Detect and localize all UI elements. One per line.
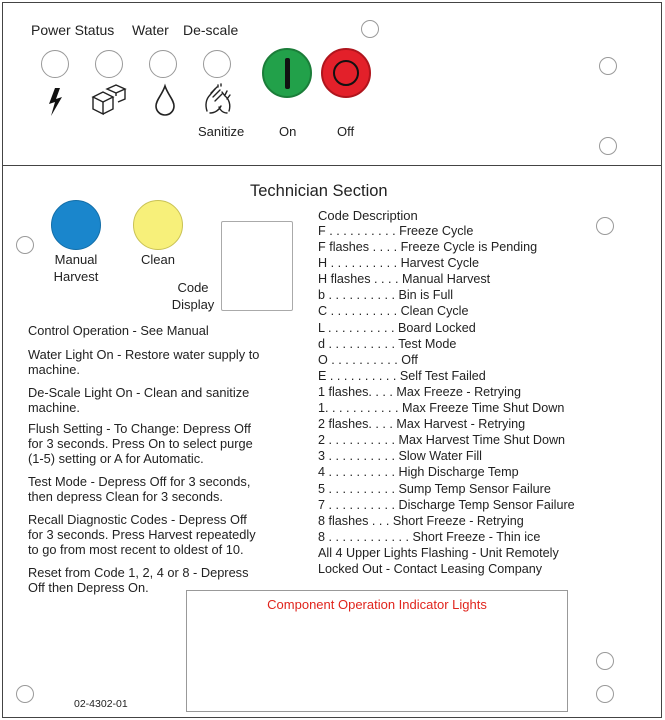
mounting-hole [596,217,614,235]
code-line: 1 flashes. . . . Max Freeze - Retrying [318,384,521,399]
component-indicator-lights-title: Component Operation Indicator Lights [267,597,487,612]
code-line: 8 flashes . . . Short Freeze - Retrying [318,513,524,528]
code-line: d . . . . . . . . . . Test Mode [318,336,457,351]
instruction-control-operation [28,323,209,338]
instruction-line: De-Scale Light On - Clean and sanitize [28,385,250,400]
instruction-line: (1-5) setting or A for Automatic. [28,451,204,466]
instruction-line: to go from most recent to oldest of 10. [28,542,244,557]
instruction-line: Reset from Code 1, 2, 4 or 8 - Depress [28,565,249,580]
technician-section-title: Technician Section [250,182,388,200]
code-line: 8 . . . . . . . . . . . . Short Freeze - Thin ice [318,529,541,544]
instruction-line: Off then Depress On. [28,580,149,595]
manual-harvest-label-line1: Manual [54,252,98,267]
instruction-flush-setting [28,421,253,466]
instruction-line: for 3 seconds. Press Harvest repeatedly [28,527,256,542]
instruction-line: Test Mode - Depress Off for 3 seconds, [28,474,251,489]
code-line: 3 . . . . . . . . . . Slow Water Fill [318,449,482,464]
code-line: Locked Out - Contact Leasing Company [318,561,543,576]
instruction-line: for 3 seconds. Press On to select purge [28,436,253,451]
instruction-descale-light [28,385,249,415]
component-indicator-lights-box [186,590,568,712]
power-status-label: Power Status [31,22,115,38]
manual-harvest-label-line2: Harvest [53,269,99,284]
clean-label: Clean [141,252,175,267]
code-description-list [318,223,575,577]
code-line: O . . . . . . . . . . Off [318,352,418,367]
code-line: L . . . . . . . . . . Board Locked [318,320,476,335]
off-label: Off [337,124,355,139]
code-line: F flashes . . . . Freeze Cycle is Pending [318,240,538,255]
status-light [95,50,123,78]
mounting-hole [599,57,617,75]
code-line: 1. . . . . . . . . . . Max Freeze Time Shut Down [318,401,565,416]
instruction-line: machine. [28,400,80,415]
mounting-hole [16,685,34,703]
on-label: On [279,124,297,139]
sanitize-hands-icon [201,83,235,117]
power-off-symbol-icon [333,60,359,86]
lightning-icon [41,85,71,119]
on-button[interactable] [262,48,312,98]
instruction-line: then depress Clean for 3 seconds. [28,489,223,504]
code-line: H . . . . . . . . . . Harvest Cycle [318,256,479,271]
instruction-water-light [28,347,259,377]
manual-harvest-button[interactable] [51,200,101,250]
code-description-title: Code Description [318,208,418,223]
off-button[interactable] [321,48,371,98]
ice-cube-icon [89,83,129,117]
code-line: 7 . . . . . . . . . . Discharge Temp Sensor Failure [318,497,575,512]
code-line: 2 flashes. . . . Max Harvest - Retrying [318,417,526,432]
instruction-line: Water Light On - Restore water supply to [28,347,260,362]
code-line: F . . . . . . . . . . Freeze Cycle [318,224,474,238]
part-number: 02-4302-01 [74,698,128,710]
mounting-hole [599,137,617,155]
mounting-hole [596,685,614,703]
code-line: 4 . . . . . . . . . . High Discharge Temp [318,465,519,480]
status-panel [2,2,662,166]
clean-button[interactable] [133,200,183,250]
power-on-symbol-icon [285,58,290,89]
water-light [149,50,177,78]
code-line: All 4 Upper Lights Flashing - Unit Remotely [318,545,559,560]
descale-light [203,50,231,78]
code-line: H flashes . . . . Manual Harvest [318,272,491,287]
code-line: C . . . . . . . . . . Clean Cycle [318,304,469,319]
mounting-hole [596,652,614,670]
sanitize-label: Sanitize [198,124,245,139]
water-label: Water [132,22,169,38]
instruction-test-mode [28,474,250,504]
mounting-hole [361,20,379,38]
instruction-recall-codes [28,512,256,557]
instruction-line: Control Operation - See Manual [28,323,209,338]
power-status-light [41,50,69,78]
instruction-line: Recall Diagnostic Codes - Depress Off [28,512,247,527]
code-line: b . . . . . . . . . . Bin is Full [318,288,454,303]
water-drop-icon [150,83,180,117]
instruction-line: machine. [28,362,80,377]
code-display [221,221,293,311]
mounting-hole [16,236,34,254]
descale-label: De-scale [183,22,239,38]
code-line: 5 . . . . . . . . . . Sump Temp Sensor Failure [318,481,551,496]
code-line: 2 . . . . . . . . . . Max Harvest Time Shut Down [318,433,566,448]
code-line: E . . . . . . . . . . Self Test Failed [318,368,486,383]
instruction-line: Flush Setting - To Change: Depress Off [28,421,251,436]
code-display-label-line2: Display [171,297,215,312]
code-display-label-line1: Code [177,280,209,295]
